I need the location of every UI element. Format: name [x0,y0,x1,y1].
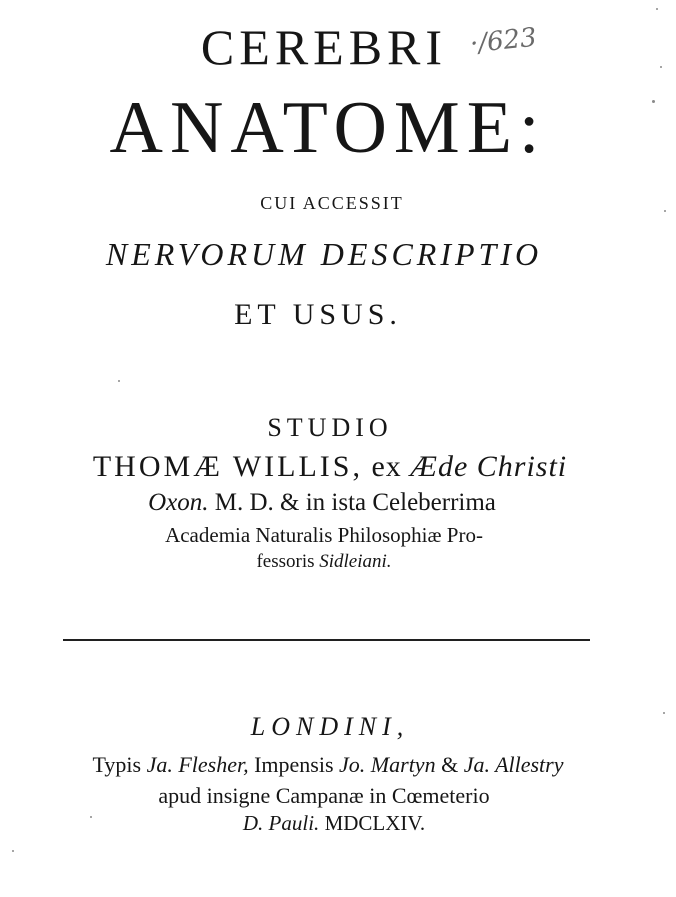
author-line [0,450,668,484]
ampersand: & [441,752,459,777]
oxon-line [0,489,660,517]
oxon-rest: M. D. & in ista Celeberrima [214,489,496,516]
divider-rule [63,639,590,641]
paper-speck [663,712,665,714]
sidleiani-word: Sidleiani. [319,551,392,572]
title-line-1: CEREBRI [200,19,448,75]
academia-line: Academia Naturalis Philosophiæ Pro- [165,523,483,547]
fessoris-word: fessoris [256,551,315,572]
author-name: THOMÆ WILLIS, [92,450,363,483]
paper-speck [118,380,120,382]
paper-speck [656,8,658,10]
paper-speck [652,100,655,103]
paper-speck [12,850,14,852]
imprint-printers-line [0,752,666,778]
paper-speck [660,66,662,68]
paper-speck [90,816,92,818]
paper-speck [664,210,666,212]
handwritten-shelf-mark: ·/623 [468,22,539,60]
imprint-address-line: apud insigne Campanæ in Cœmeterio [158,783,490,808]
subtitle-nervorum: NERVORUM DESCRIPTIO [105,236,543,272]
printer-flesher: Ja. Flesher, [146,752,249,777]
publisher-allestry: Ja. Allestry [463,752,564,777]
imprint-place: LONDINI, [250,712,410,741]
title-line-2: ANATOME: [109,87,547,169]
author-aede: Æde Christi [410,450,568,483]
imprint-year: MDCLXIV. [324,811,426,835]
studio-label: STUDIO [267,413,393,442]
pauli-word: D. Pauli. [242,811,320,835]
subtitle-et-usus: ET USUS. [234,298,402,331]
impensis-word: Impensis [254,752,334,777]
fessoris-line [0,551,662,573]
imprint-date-line [0,811,672,836]
typis-word: Typis [92,752,142,777]
subtitle-accessit: CUI ACCESSIT [260,193,404,213]
author-ex: ex [371,450,402,483]
oxon-word: Oxon. [148,489,209,516]
publisher-martyn: Jo. Martyn [339,752,436,777]
